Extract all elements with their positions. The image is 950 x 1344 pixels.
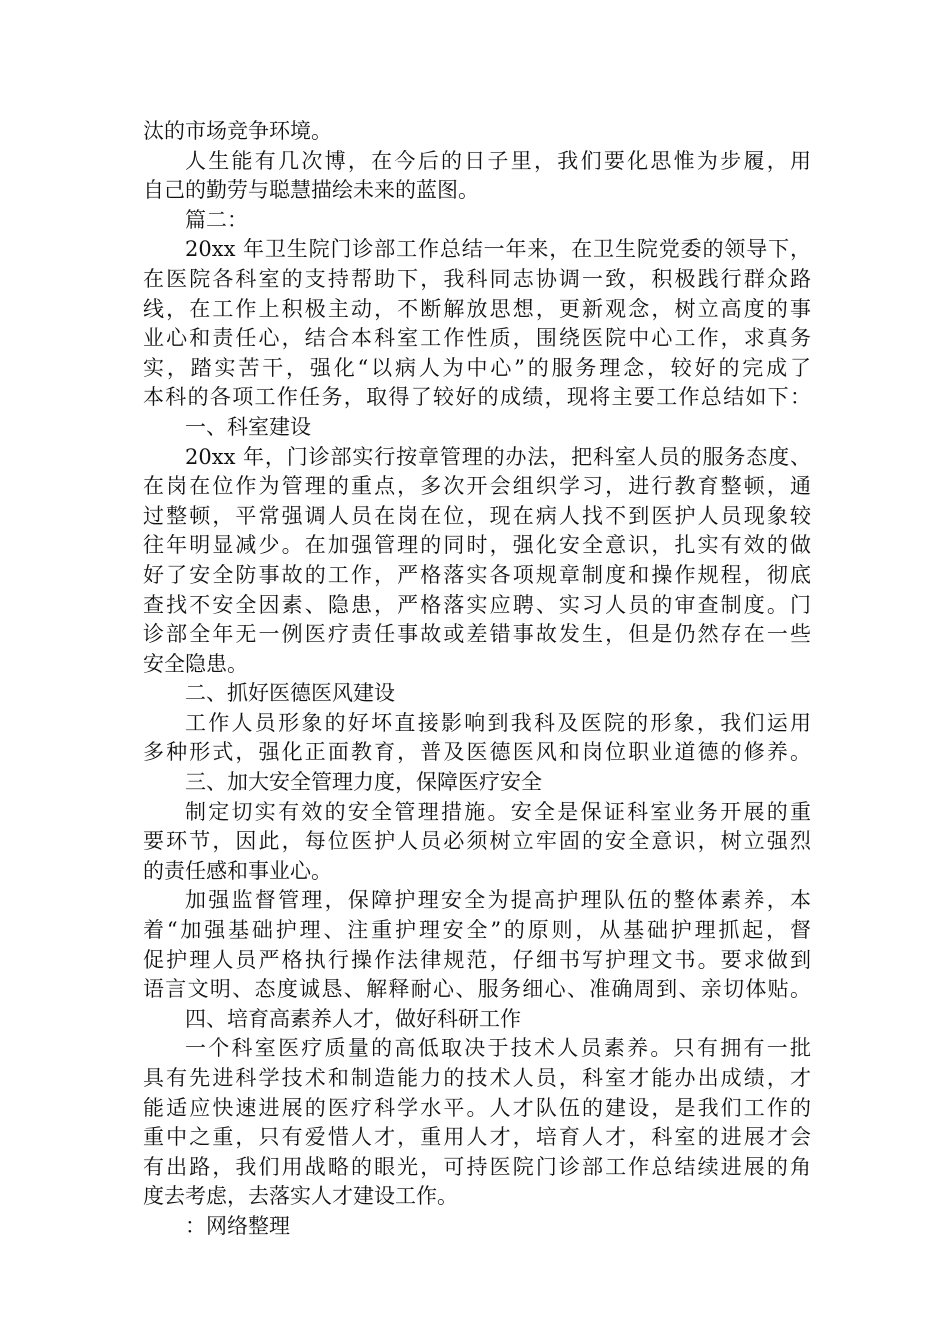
- document-page: [143, 117, 811, 1242]
- text-line: 线，在工作上积极主动，不断解放思想，更新观念，树立高度的事: [143, 296, 811, 321]
- text-line: 具有先进科学技术和制造能力的技术人员，科室才能办出成绩，才: [143, 1066, 811, 1090]
- text-line: 一、科室建设: [185, 414, 311, 439]
- text-line: 20xx 年，门诊部实行按章管理的办法，把科室人员的服务态度、: [185, 444, 811, 469]
- text-line: 要环节，因此，每位医护人员必须树立牢固的安全意识，树立强烈: [143, 829, 811, 854]
- text-line: 加强监督管理，保障护理安全为提高护理队伍的整体素养，本: [185, 888, 811, 913]
- text-line: 业心和责任心，结合本科室工作性质，围绕医院中心工作，求真务: [143, 326, 811, 351]
- text-line: 语言文明、态度诚恳、解释耐心、服务细心、准确周到、亲切体贴。: [143, 977, 811, 1002]
- text-line: ：网络整理: [185, 1213, 290, 1238]
- text-line: 三、加大安全管理力度，保障医疗安全: [185, 770, 542, 795]
- text-line: 过整顿，平常强调人员在岗在位，现在病人找不到医护人员现象较: [143, 503, 811, 528]
- text-line: 实，踏实苦干，强化“以病人为中心”的服务理念，较好的完成了: [143, 355, 811, 380]
- text-line: 在医院各科室的支持帮助下，我科同志协调一致，积极践行群众路: [143, 266, 811, 291]
- text-line: 重中之重，只有爱惜人才，重用人才，培育人才，科室的进展才会: [143, 1125, 811, 1150]
- text-line: 好了安全防事故的工作，严格落实各项规章制度和操作规程，彻底: [143, 562, 811, 587]
- text-line: 查找不安全因素、隐患，严格落实应聘、实习人员的审查制度。门: [143, 592, 811, 617]
- text-line: 有出路，我们用战略的眼光，可持医院门诊部工作总结续进展的角: [143, 1154, 811, 1179]
- text-line: 本科的各项工作任务，取得了较好的成绩，现将主要工作总结如下：: [143, 385, 811, 410]
- text-line: 篇二：: [185, 207, 248, 232]
- text-line: 制定切实有效的安全管理措施。安全是保证科室业务开展的重: [185, 799, 811, 824]
- text-line: 一个科室医疗质量的高低取决于技术人员素养。只有拥有一批: [185, 1036, 811, 1061]
- text-line: 汰的市场竞争环境。: [143, 119, 332, 143]
- text-line: 着“加强基础护理、注重护理安全”的原则，从基础护理抓起，督: [143, 918, 811, 943]
- text-line: 20xx 年卫生院门诊部工作总结一年来，在卫生院党委的领导下，: [185, 237, 811, 262]
- text-line: 多种形式，强化正面教育，普及医德医风和岗位职业道德的修养。: [143, 740, 811, 765]
- text-line: 度去考虑，去落实人才建设工作。: [143, 1184, 458, 1209]
- text-line: 自己的勤劳与聪慧描绘未来的蓝图。: [143, 178, 479, 203]
- text-line: 安全隐患。: [143, 651, 248, 676]
- text-line: 能适应快速进展的医疗科学水平。人才队伍的建设，是我们工作的: [143, 1095, 811, 1120]
- text-line: 促护理人员严格执行操作法律规范，仔细书写护理文书。要求做到: [143, 947, 811, 972]
- text-line: 在岗在位作为管理的重点，多次开会组织学习，进行教育整顿，通: [143, 474, 811, 499]
- text-line: 人生能有几次博，在今后的日子里，我们要化思惟为步履，用: [185, 148, 811, 173]
- text-line: 工作人员形象的好坏直接影响到我科及医院的形象，我们运用: [185, 710, 811, 735]
- text-line: 往年明显减少。在加强管理的同时，强化安全意识，扎实有效的做: [143, 533, 811, 558]
- text-line: 二、抓好医德医风建设: [185, 681, 395, 706]
- text-line: 的责任感和事业心。: [143, 858, 332, 883]
- text-line: 四、培育高素养人才，做好科研工作: [185, 1006, 521, 1031]
- text-line: 诊部全年无一例医疗责任事故或差错事故发生，但是仍然存在一些: [143, 622, 811, 647]
